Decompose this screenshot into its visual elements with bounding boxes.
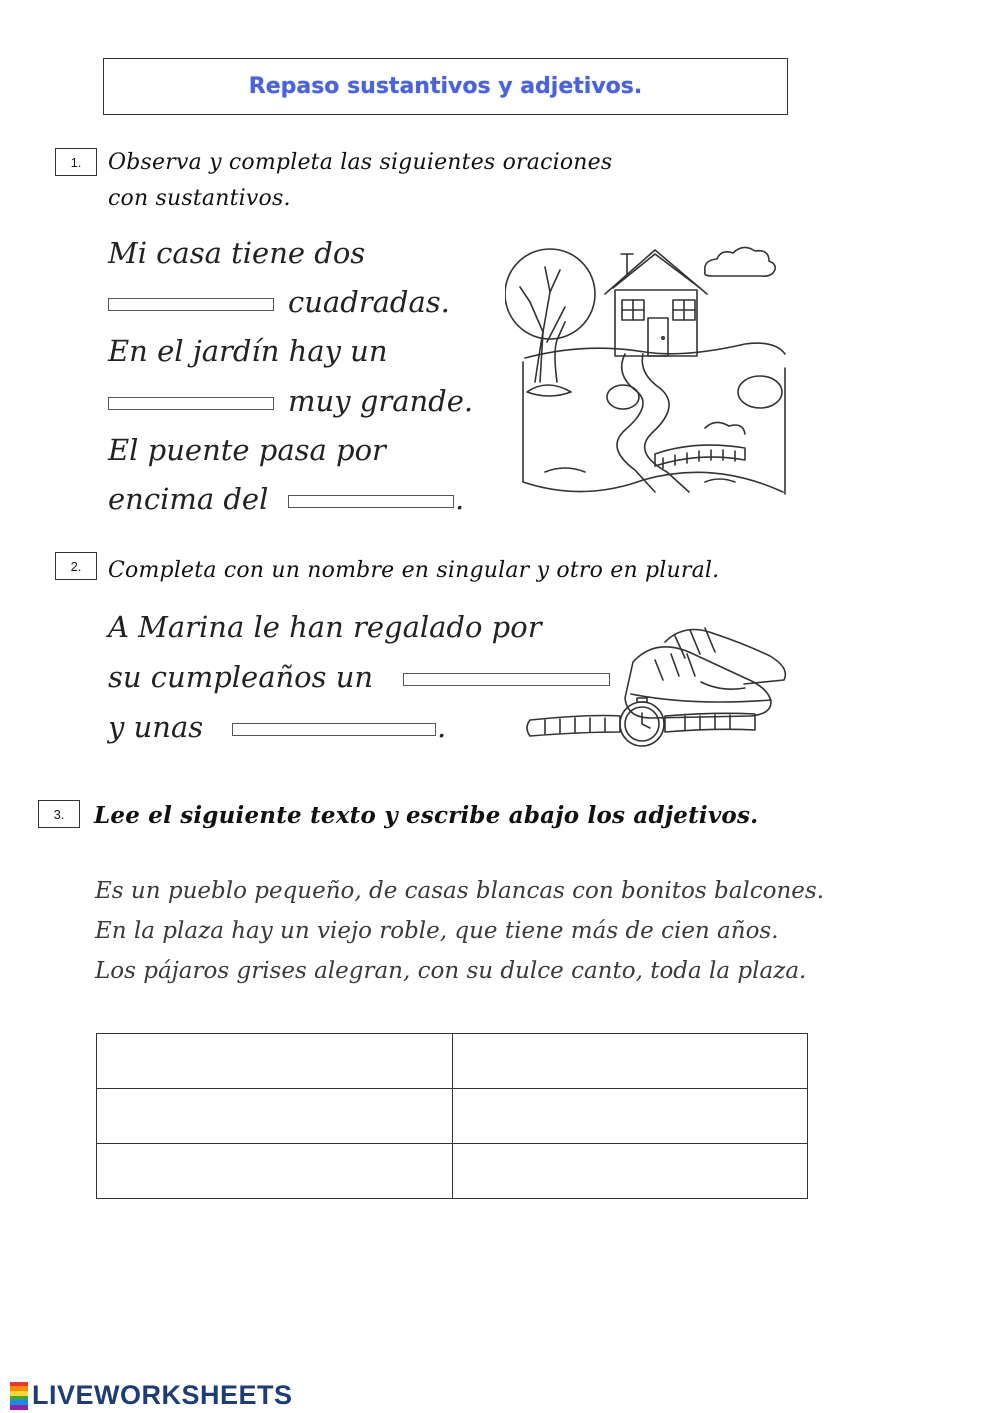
ex1-blank-3[interactable]: [288, 495, 454, 508]
ex1-sentence-line3: En el jardín hay un: [108, 334, 388, 368]
answer-cell[interactable]: [452, 1144, 808, 1199]
house-illustration: [505, 232, 795, 507]
exercise-2-number: 2.: [55, 552, 97, 580]
liveworksheets-logo: [10, 1380, 293, 1411]
ex1-sentence-line1: Mi casa tiene dos: [108, 236, 366, 270]
exercise-3-instruction: Lee el siguiente texto y escribe abajo los adjetivos.: [94, 802, 759, 829]
ex3-paragraph-line3: Los pájaros grises alegran, con su dulce canto, toda la plaza.: [95, 958, 807, 984]
answer-cell[interactable]: [97, 1034, 453, 1089]
ex2-sentence-line3: y unas: [108, 710, 204, 744]
brand-name: LIVEWORKSHEETS: [32, 1380, 293, 1410]
ex1-sentence-line6: encima del: [108, 482, 269, 516]
ex1-sentence-line4: muy grande.: [288, 384, 474, 418]
ex2-sentence-line1: A Marina le han regalado por: [108, 610, 542, 644]
table-row: [97, 1034, 808, 1089]
adjectives-answer-table: [96, 1033, 808, 1199]
exercise-1-number: 1.: [55, 148, 97, 176]
ex3-paragraph-line2: En la plaza hay un viejo roble, que tiene más de cien años.: [95, 918, 779, 944]
exercise-3-number: 3.: [38, 800, 80, 828]
ex2-sentence-line2: su cumpleaños un: [108, 660, 374, 694]
ex1-sentence-period: .: [455, 482, 465, 516]
table-row: [97, 1144, 808, 1199]
ex1-sentence-line5: El puente pasa por: [108, 433, 386, 467]
ex2-blank-plural[interactable]: [232, 723, 436, 736]
answer-cell[interactable]: [97, 1089, 453, 1144]
answer-cell[interactable]: [452, 1089, 808, 1144]
ex1-sentence-line2: cuadradas.: [288, 285, 450, 319]
logo-stripe: [10, 1405, 28, 1410]
answer-cell[interactable]: [97, 1144, 453, 1199]
answer-cell[interactable]: [452, 1034, 808, 1089]
logo-mark-icon: [10, 1382, 28, 1410]
ex1-blank-2[interactable]: [108, 397, 274, 410]
shoes-watch-illustration: [525, 612, 795, 752]
ex2-sentence-period: .: [437, 710, 447, 744]
exercise-2-instruction: Completa con un nombre en singular y otro en plural.: [108, 558, 720, 583]
title-box: [103, 58, 788, 115]
ex1-blank-1[interactable]: [108, 298, 274, 311]
ex3-paragraph-line1: Es un pueblo pequeño, de casas blancas con bonitos balcones.: [95, 878, 825, 904]
page-title: Repaso sustantivos y adjetivos.: [248, 74, 643, 99]
table-row: [97, 1089, 808, 1144]
exercise-1-instruction-line2: con sustantivos.: [108, 186, 291, 211]
exercise-1-instruction-line1: Observa y completa las siguientes oraciones: [108, 150, 613, 175]
